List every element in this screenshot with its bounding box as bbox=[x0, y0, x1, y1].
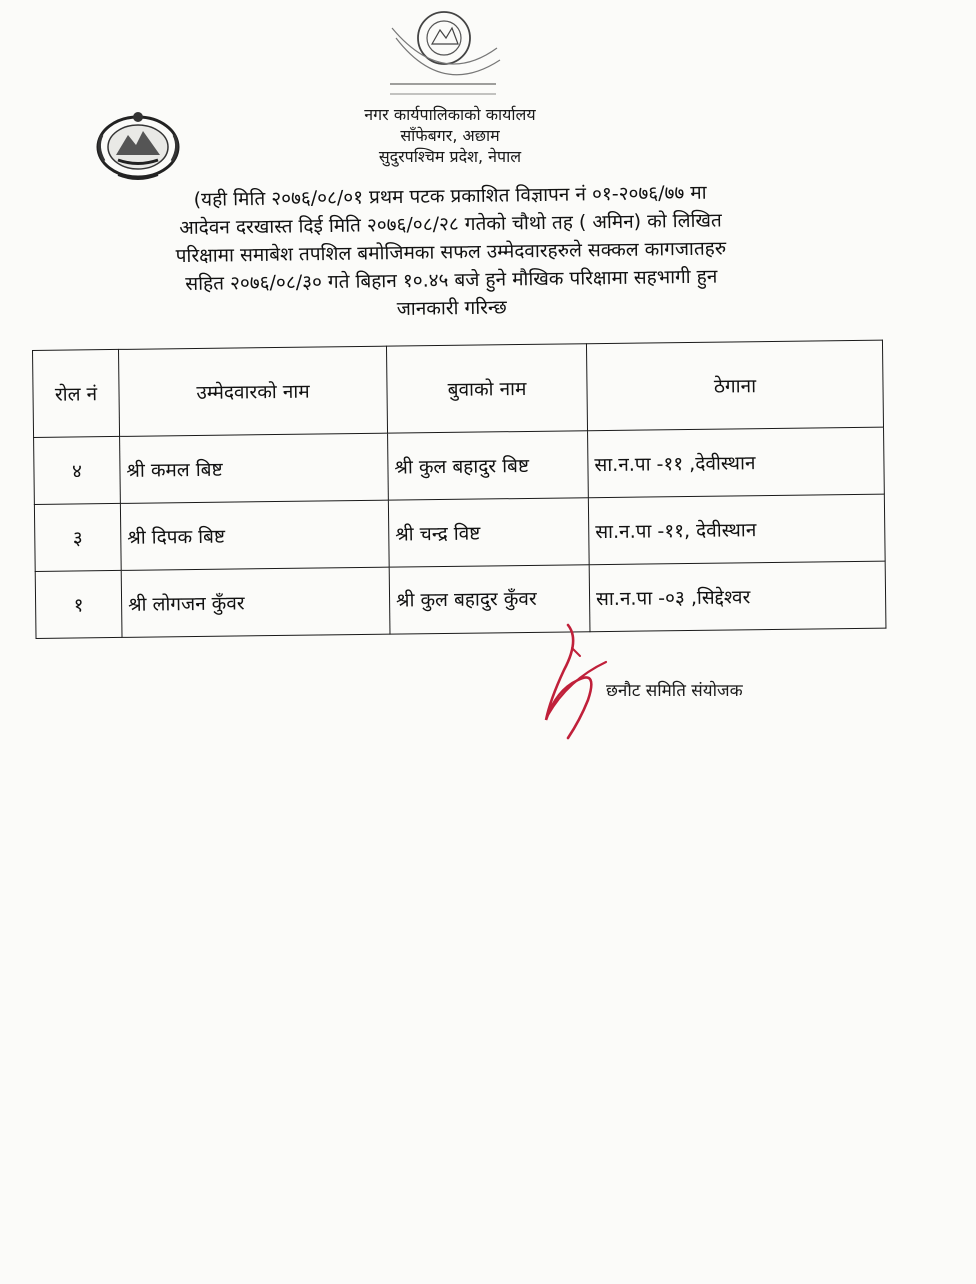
cell-address: सा.न.पा -०३ ,सिद्देश्वर bbox=[589, 561, 886, 632]
municipality-name: साँफेबगर, अछाम bbox=[400, 126, 500, 145]
header-candidate: उम्मेदवारको नाम bbox=[118, 346, 387, 436]
province-name: सुदुरपश्चिम प्रदेश, नेपाल bbox=[378, 147, 522, 166]
signature-block bbox=[528, 620, 828, 750]
cell-father: श्री कुल बहादुर बिष्ट bbox=[388, 431, 589, 500]
office-header bbox=[300, 104, 600, 167]
notice-line: परिक्षामा समाबेश तपशिल बमोजिमका सफल उम्मेदवारहरुले सक्कल कागजातहरु bbox=[175, 237, 727, 268]
cell-address: सा.न.पा -११, देवीस्थान bbox=[588, 494, 885, 565]
cell-address: सा.न.पा -११ ,देवीस्थान bbox=[588, 427, 885, 498]
notice-line: सहित २०७६/०८/३० गते बिहान १०.४५ बजे हुने मौखिक परिक्षामा सहभागी हुन bbox=[185, 265, 718, 295]
office-stamp-icon bbox=[372, 8, 512, 108]
header-father: बुवाको नाम bbox=[386, 344, 587, 433]
cell-roll: ४ bbox=[34, 436, 121, 504]
notice-line: (यही मिति २०७६/०८/०१ प्रथम पटक प्रकाशित विज्ञापन नं ०१-२०७६/७७ मा bbox=[193, 181, 707, 211]
cell-candidate: श्री दिपक बिष्ट bbox=[120, 500, 389, 570]
cell-roll: १ bbox=[35, 570, 122, 638]
cell-roll: ३ bbox=[34, 503, 121, 571]
cell-father: श्री कुल बहादुर कुँवर bbox=[389, 565, 590, 634]
office-name: नगर कार्यपालिकाको कार्यालय bbox=[364, 105, 536, 124]
cell-candidate: श्री कमल बिष्ट bbox=[120, 433, 389, 503]
notice-paragraph bbox=[40, 177, 862, 328]
signature-label: छनौट समिति संयोजक bbox=[606, 681, 743, 701]
results-table-wrapper bbox=[32, 340, 885, 639]
table-row bbox=[34, 427, 885, 504]
results-table bbox=[32, 340, 886, 639]
cell-candidate: श्री लोगजन कुँवर bbox=[121, 567, 390, 637]
table-row bbox=[34, 494, 885, 571]
header-address: ठेगाना bbox=[586, 340, 883, 431]
cell-father: श्री चन्द्र विष्ट bbox=[388, 498, 589, 567]
notice-line: जानकारी गरिन्छ bbox=[396, 296, 507, 321]
signature-icon bbox=[528, 620, 618, 745]
nepal-emblem-icon bbox=[88, 105, 188, 185]
header-roll: रोल नं bbox=[33, 349, 120, 437]
table-header-row bbox=[33, 340, 884, 437]
notice-line: आदेवन दरखास्त दिई मिति २०७६/०८/२८ गतेको चौथो तह ( अमिन) को लिखित bbox=[179, 209, 722, 240]
